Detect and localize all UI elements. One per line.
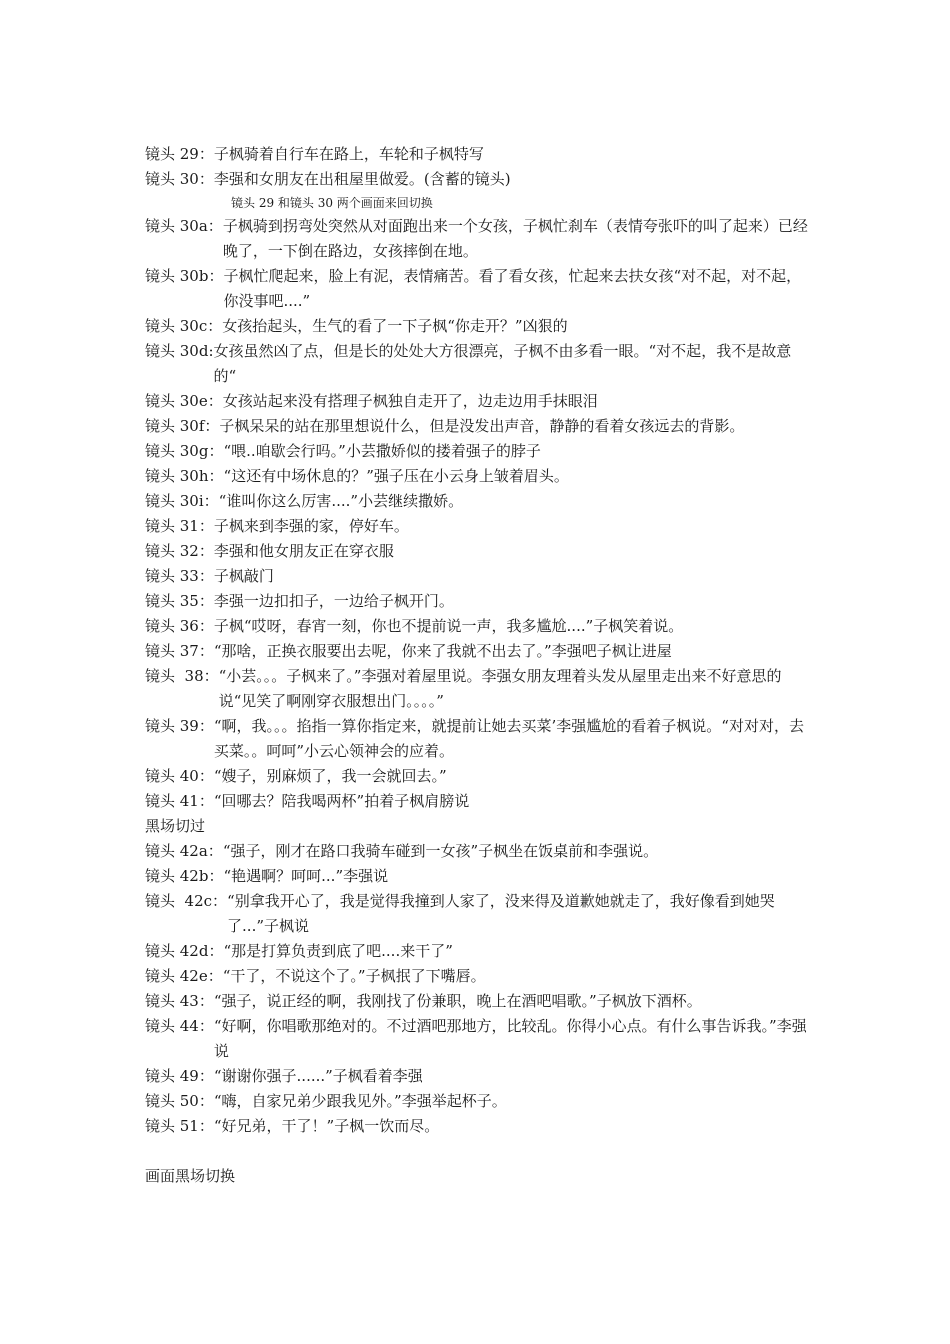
shot-label: 镜头 51：	[145, 1117, 214, 1135]
shot-label: 镜头 30a：	[145, 217, 223, 235]
scene-transition: 黑场切过	[145, 817, 206, 835]
shot-description: 子枫呆呆的站在那里想说什么，但是没发出声音，静静的看着女孩远去的背影。	[219, 417, 745, 435]
shot-label: 镜头 49：	[145, 1067, 214, 1085]
shot-description: “干了，不说这个了。”子枫抿了下嘴唇。	[222, 967, 486, 985]
shot-label: 镜头 42e：	[145, 967, 223, 985]
shot-description: 李强和女朋友在出租屋里做爱。(含蓄的镜头)	[213, 170, 511, 188]
shot-label: 镜头 31：	[145, 517, 214, 535]
shot-description: 子枫骑到拐弯处突然从对面跑出来一个女孩，子枫忙刹车（表情夸张吓的叫了起来）已经晚了，一下倒在路边，女孩摔倒在地。	[222, 217, 808, 260]
shot-description: “小芸。。。子枫来了。”李强对着屋里说。李强女朋友理着头发从屋里走出来不好意思的说“见笑了啊刚穿衣服想出门。。。。”	[218, 667, 782, 710]
shot-label: 镜头 32：	[145, 542, 214, 560]
shot-label: 镜头 30c：	[145, 317, 223, 335]
shot-label: 镜头 30i：	[145, 492, 219, 510]
blank-line	[145, 1139, 810, 1164]
shot-description: “嫂子，别麻烦了，我一会就回去。”	[213, 767, 447, 785]
shot-label: 镜头 41：	[145, 792, 214, 810]
shot-label: 镜头 40：	[145, 767, 214, 785]
shot-label: 镜头 30f：	[145, 417, 220, 435]
shot-line	[145, 514, 810, 539]
shot-line	[145, 1089, 810, 1114]
shot-description: 子枫骑着自行车在路上，车轮和子枫特写	[213, 145, 484, 163]
shot-line	[145, 989, 810, 1014]
shot-line	[145, 167, 810, 192]
shot-description: “那是打算负责到底了吧....来干了”	[223, 942, 453, 960]
shot-line	[145, 142, 810, 167]
shot-line	[145, 1064, 810, 1089]
shot-label: 镜头 36：	[145, 617, 214, 635]
shot-line	[145, 589, 810, 614]
shot-line	[145, 439, 810, 464]
script-body	[145, 142, 810, 1189]
shot-description: 子枫“哎呀，春宵一刻，你也不提前说一声，我多尴尬....”子枫笑着说。	[213, 617, 684, 635]
shot-line	[145, 564, 810, 589]
shot-line	[145, 1114, 810, 1139]
shot-label: 镜头 30b：	[145, 267, 224, 285]
shot-label: 镜头 30h：	[145, 467, 224, 485]
shot-label: 镜头 35：	[145, 592, 214, 610]
shot-line	[145, 789, 810, 814]
shot-line	[145, 614, 810, 639]
shot-label: 镜头 30e：	[145, 392, 223, 410]
shot-description: 李强一边扣扣子，一边给子枫开门。	[213, 592, 454, 610]
shot-label: 镜头 42c：	[145, 892, 228, 910]
shot-description: “这还有中场休息的？”强子压在小云身上皱着眉头。	[223, 467, 569, 485]
shot-line	[145, 714, 810, 764]
shot-line	[145, 664, 810, 714]
shot-description: 女孩站起来没有搭理子枫独自走开了，边走边用手抹眼泪	[222, 392, 598, 410]
shot-description: “强子，说正经的啊，我刚找了份兼职，晚上在酒吧唱歌。”子枫放下酒杯。	[213, 992, 702, 1010]
shot-line	[145, 539, 810, 564]
shot-line	[145, 489, 810, 514]
shot-label: 镜头 30g：	[145, 442, 224, 460]
shot-line	[145, 889, 810, 939]
shot-label: 镜头 39：	[145, 717, 214, 735]
shot-line	[145, 414, 810, 439]
scene-transition: 画面黑场切换	[145, 1167, 236, 1185]
shot-line	[145, 214, 810, 264]
shot-description: “嗨，自家兄弟少跟我见外。”李强举起杯子。	[213, 1092, 507, 1110]
shot-description: “艳遇啊？呵呵...”李强说	[223, 867, 389, 885]
shot-line	[145, 314, 810, 339]
shot-label: 镜头 50：	[145, 1092, 214, 1110]
shot-line	[145, 264, 810, 314]
shot-label: 镜头 33：	[145, 567, 214, 585]
shot-description: “回哪去？陪我喝两杯”拍着子枫肩膀说	[213, 792, 470, 810]
shot-description: “啊，我。。。掐指一算你指定来，就提前让她去买菜’李强尴尬的看着子枫说。“对对对，去买菜。。呵呵”小云心领神会的应着。	[213, 717, 804, 760]
shot-label: 镜头 37：	[145, 642, 214, 660]
shot-description: “谢谢你强子......”子枫看着李强	[213, 1067, 423, 1085]
shot-description: 子枫来到李强的家，停好车。	[213, 517, 409, 535]
shot-description: “别拿我开心了，我是觉得我撞到人家了，没来得及道歉她就走了，我好像看到她哭了...”子枫说	[227, 892, 775, 935]
shot-description: “好啊，你唱歌那绝对的。不过酒吧那地方，比较乱。你得小心点。有什么事告诉我。”李强说	[213, 1017, 807, 1060]
shot-description: 李强和他女朋友正在穿衣服	[213, 542, 394, 560]
shot-label: 镜头 38：	[145, 667, 219, 685]
shot-description: 女孩虽然凶了点，但是长的处处大方很漂亮，子枫不由多看一眼。“对不起，我不是故意的“	[213, 342, 792, 385]
shot-note: 镜头 29 和镜头 30 两个画面来回切换	[231, 196, 433, 210]
shot-description: 女孩抬起头，生气的看了一下子枫“你走开？”凶狠的	[222, 317, 568, 335]
shot-line	[145, 1014, 810, 1064]
shot-line	[145, 764, 810, 789]
shot-description: “谁叫你这么厉害....”小芸继续撒娇。	[218, 492, 464, 510]
shot-label: 镜头 30d:	[145, 342, 214, 360]
shot-label: 镜头 29：	[145, 145, 214, 163]
shot-line	[145, 939, 810, 964]
shot-label: 镜头 42a：	[145, 842, 223, 860]
shot-line	[145, 864, 810, 889]
shot-label: 镜头 42d：	[145, 942, 224, 960]
shot-line	[145, 839, 810, 864]
shot-description: 子枫敲门	[213, 567, 274, 585]
shot-line	[145, 964, 810, 989]
shot-label: 镜头 44：	[145, 1017, 214, 1035]
shot-description: “喂..咱歇会行吗。”小芸撒娇似的搂着强子的脖子	[223, 442, 541, 460]
shot-line	[145, 339, 810, 389]
shot-label: 镜头 43：	[145, 992, 214, 1010]
shot-line	[145, 389, 810, 414]
shot-label: 镜头 30：	[145, 170, 214, 188]
shot-description: “那啥，正换衣服要出去呢，你来了我就不出去了。”李强吧子枫让进屋	[213, 642, 672, 660]
shot-line	[145, 464, 810, 489]
shot-description: “强子，刚才在路口我骑车碰到一女孩”子枫坐在饭桌前和李强说。	[222, 842, 659, 860]
shot-label: 镜头 42b：	[145, 867, 224, 885]
shot-line	[145, 639, 810, 664]
shot-description: “好兄弟，干了！”子枫一饮而尽。	[213, 1117, 440, 1135]
shot-description: 子枫忙爬起来，脸上有泥，表情痛苦。看了看女孩，忙起来去扶女孩“对不起，对不起，你没事吧....”	[223, 267, 802, 310]
